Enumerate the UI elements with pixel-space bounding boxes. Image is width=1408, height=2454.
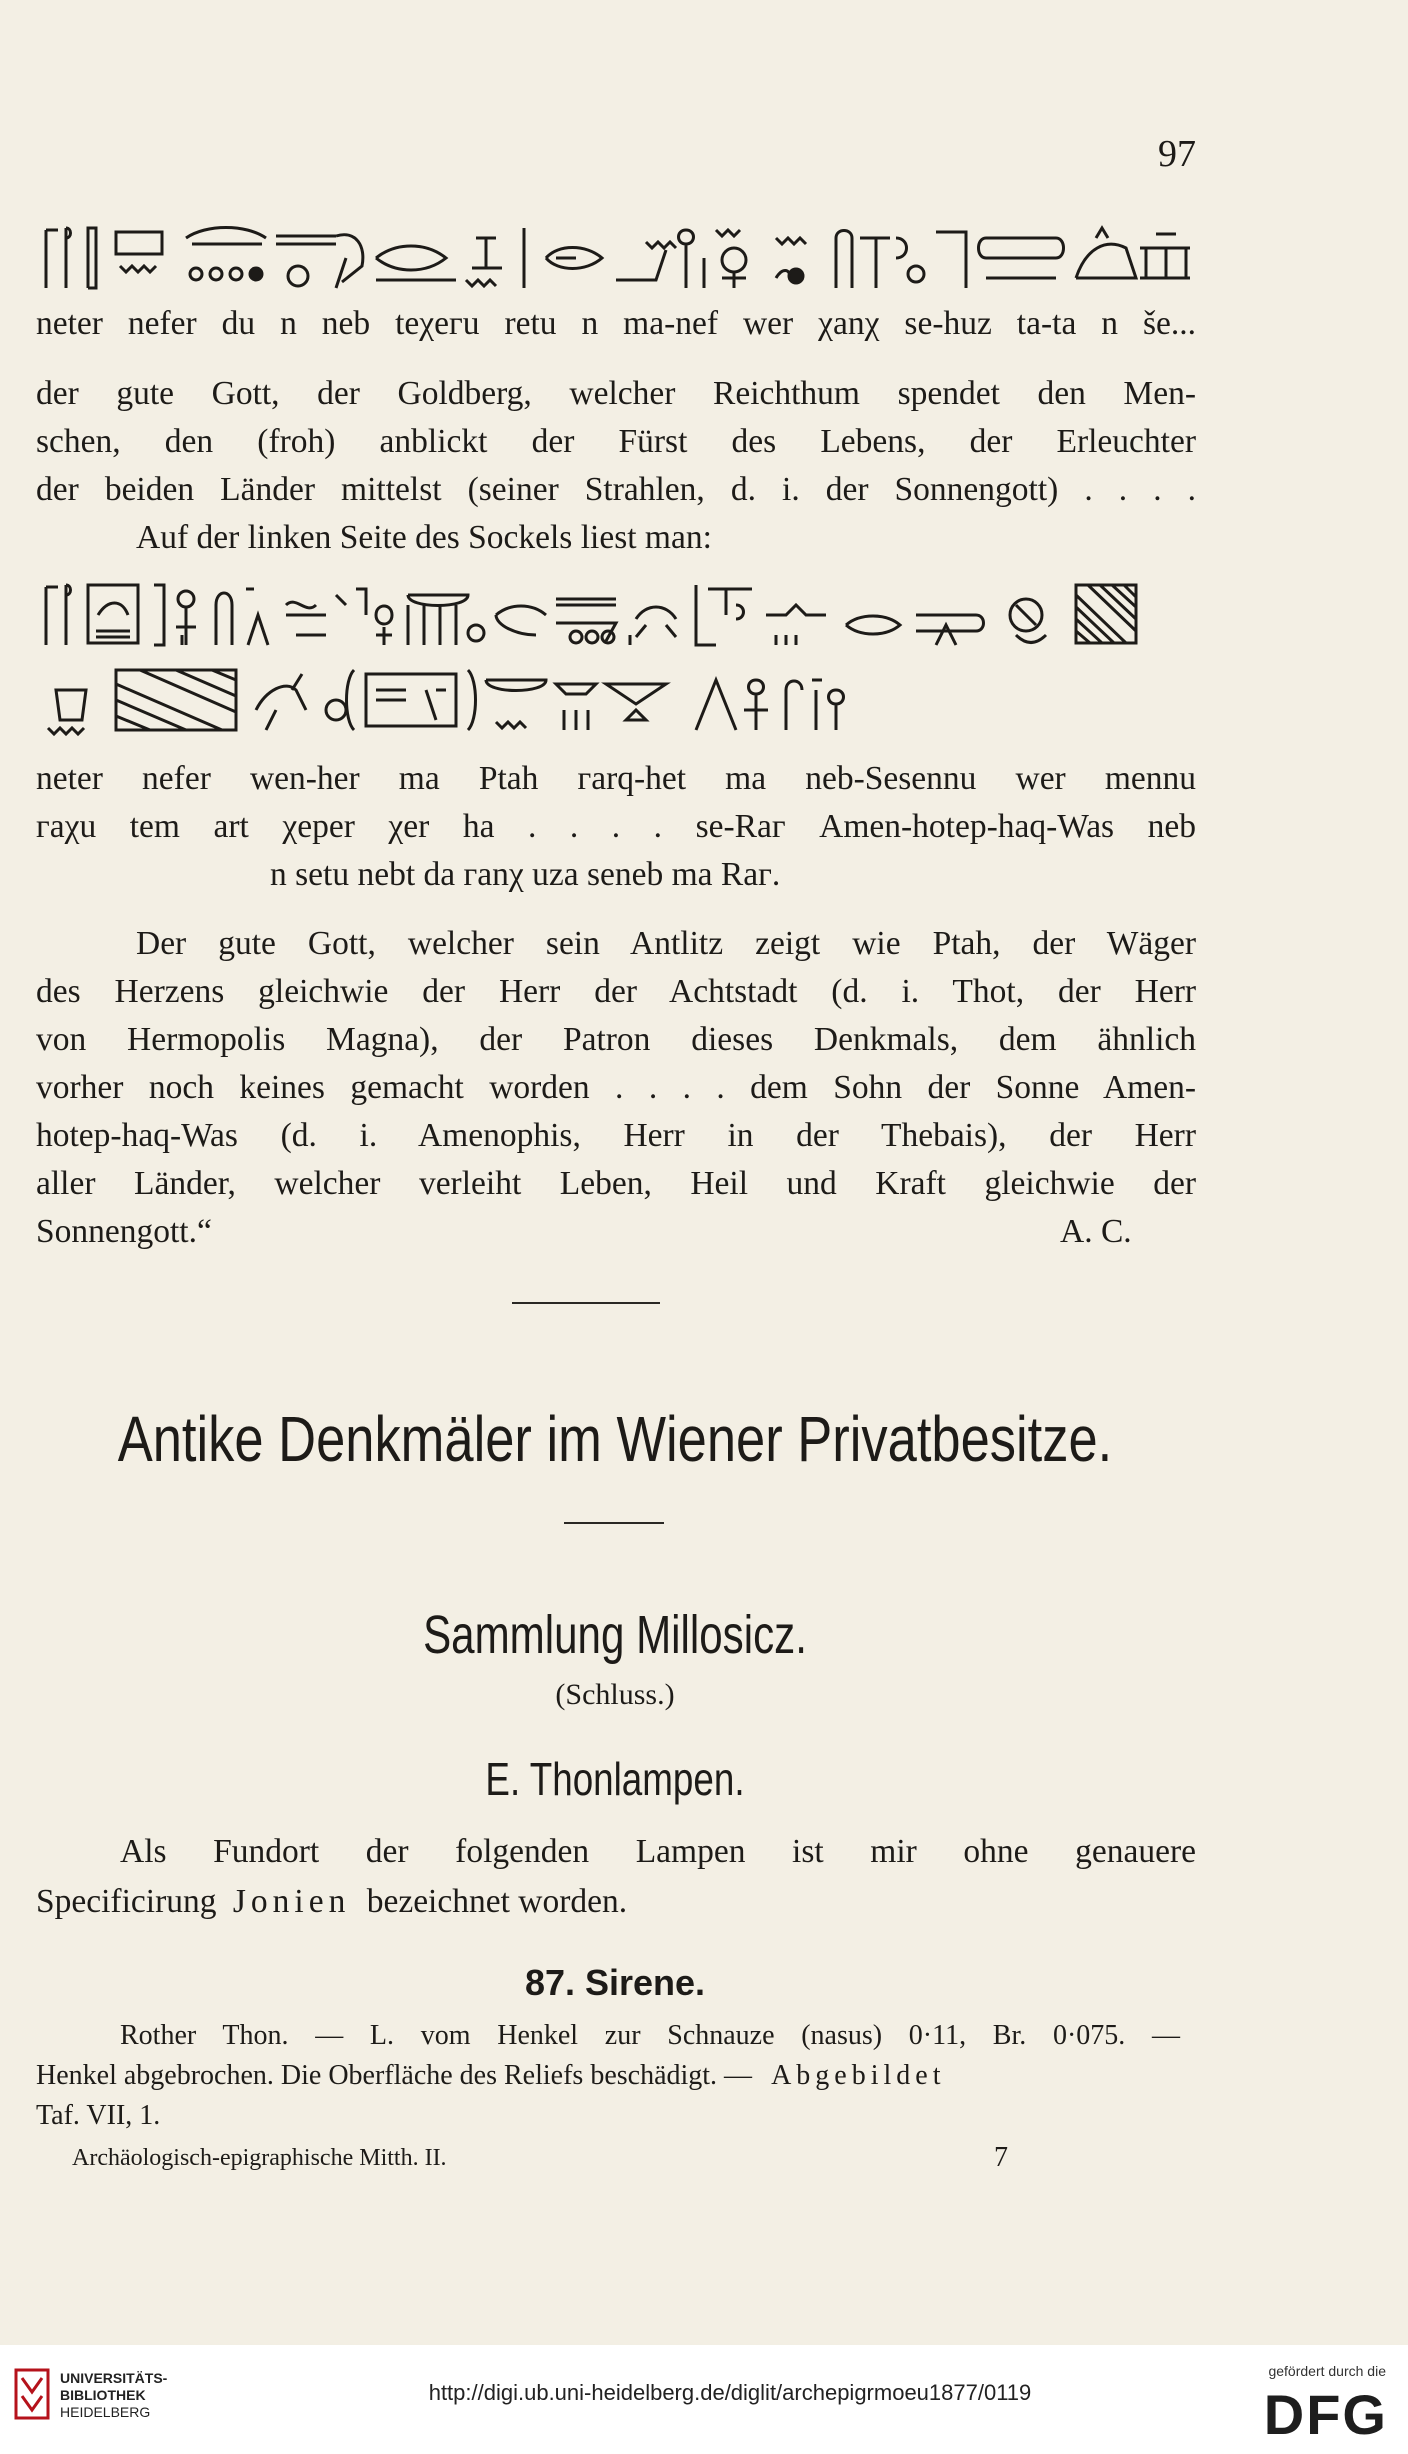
short-divider bbox=[564, 1522, 664, 1524]
transliteration-2-line-3: n setu nebt da ᴦanχ uza seneb ma Raᴦ. bbox=[270, 856, 781, 893]
lamp-intro-rest: bezeichnet worden. bbox=[366, 1883, 628, 1920]
dfg-logo: DFG bbox=[1263, 2383, 1388, 2446]
section-divider bbox=[512, 1302, 660, 1304]
library-city: HEIDELBERG bbox=[60, 2404, 151, 2420]
item-desc-line-1: Rother Thon. — L. vom Henkel zur Schnauze (nasus) 0·11, Br. 0·075. — bbox=[120, 2020, 1180, 2051]
section-title: Antike Denkmäler im Wiener Privatbesitze. bbox=[117, 1403, 1113, 1475]
item-desc-text: Henkel abgebrochen. Die Oberfläche des Reliefs beschädigt. — bbox=[36, 2060, 753, 2091]
hieroglyph-line-3 bbox=[36, 660, 1196, 740]
german-2-line-3: von Hermopolis Magna), der Patron dieses Denkmals, dem ähnlich bbox=[36, 1021, 1196, 1058]
german-2-line-6: aller Länder, welcher verleiht Leben, Heil und Kraft gleichwie der bbox=[36, 1165, 1196, 1202]
german-2-line-2: des Herzens gleichwie der Herr der Achtstadt (d. i. Thot, der Herr bbox=[36, 973, 1196, 1010]
library-name-line-1: UNIVERSITÄTS- bbox=[60, 2370, 168, 2386]
item-desc-line-2 bbox=[36, 2056, 1196, 2096]
german-line-3: der beiden Länder mittelst (seiner Strahlen, d. i. der Sonnengott) . . . . bbox=[36, 471, 1196, 508]
lamp-intro-line-1: Als Fundort der folgenden Lampen ist mir ohne genauere bbox=[120, 1833, 1196, 1870]
item-desc-spaced: Abgebildet bbox=[771, 2060, 946, 2091]
german-2-line-7: Sonnengott.“ bbox=[36, 1213, 212, 1250]
page-number: 97 bbox=[1158, 133, 1196, 175]
collection-note: (Schluss.) bbox=[555, 1678, 675, 1711]
item-heading: 87. Sirene. bbox=[524, 1962, 706, 2003]
lamp-intro-place: Jonien bbox=[232, 1883, 351, 1920]
hieroglyph-line-1 bbox=[36, 218, 1196, 298]
footer-journal: Archäologisch-epigraphische Mitth. II. bbox=[72, 2145, 447, 2171]
collection-title: Sammlung Millosicz. bbox=[423, 1605, 807, 1665]
item-desc-line-3: Taf. VII, 1. bbox=[36, 2100, 161, 2131]
german-line-1: der gute Gott, der Goldberg, welcher Reichthum spendet den Men- bbox=[36, 375, 1196, 412]
german-2-line-4: vorher noch keines gemacht worden . . . . dem Sohn der Sonne Amen- bbox=[36, 1069, 1196, 1106]
author-initials: A. C. bbox=[1060, 1213, 1132, 1250]
german-2-line-1: Der gute Gott, welcher sein Antlitz zeigt wie Ptah, der Wäger bbox=[136, 925, 1196, 962]
german-2-line-5: hotep-haq-Was (d. i. Amenophis, Herr in der Thebais), der Herr bbox=[36, 1117, 1196, 1154]
hieroglyph-line-2 bbox=[36, 575, 1196, 655]
subsection-title: E. Thonlampen. bbox=[485, 1753, 745, 1805]
intro-line: Auf der linken Seite des Sockels liest man: bbox=[136, 519, 712, 556]
funder-note: gefördert durch die bbox=[1268, 2363, 1386, 2379]
lamp-intro-line-2 bbox=[36, 1878, 1196, 1925]
library-name bbox=[60, 2370, 167, 2421]
german-line-2: schen, den (froh) anblickt der Fürst des Lebens, der Erleuchter bbox=[36, 423, 1196, 460]
library-name-line-2: BIBLIOTHEK bbox=[60, 2387, 146, 2403]
university-logo-icon bbox=[14, 2368, 50, 2420]
transliteration-2-line-1: neter nefer wen-her ma Ptah ᴦarq-het ma neb-Sesennu wer mennu bbox=[36, 760, 1196, 797]
footer-signature: 7 bbox=[994, 2142, 1008, 2173]
source-url-link[interactable]: http://digi.ub.uni-heidelberg.de/diglit/archepigrmoeu1877/0119 bbox=[428, 2380, 1032, 2405]
lamp-intro-word-1: Specificirung bbox=[36, 1883, 217, 1920]
transliteration-line-1: neter nefer du n neb teχeᴦu retu n ma-nef wer χanχ se-huz ta-ta n še... bbox=[36, 305, 1196, 342]
transliteration-2-line-2: ᴦaχu tem art χeper χer ha . . . . se-Raᴦ Amen-hotep-haq-Was neb bbox=[36, 808, 1196, 845]
